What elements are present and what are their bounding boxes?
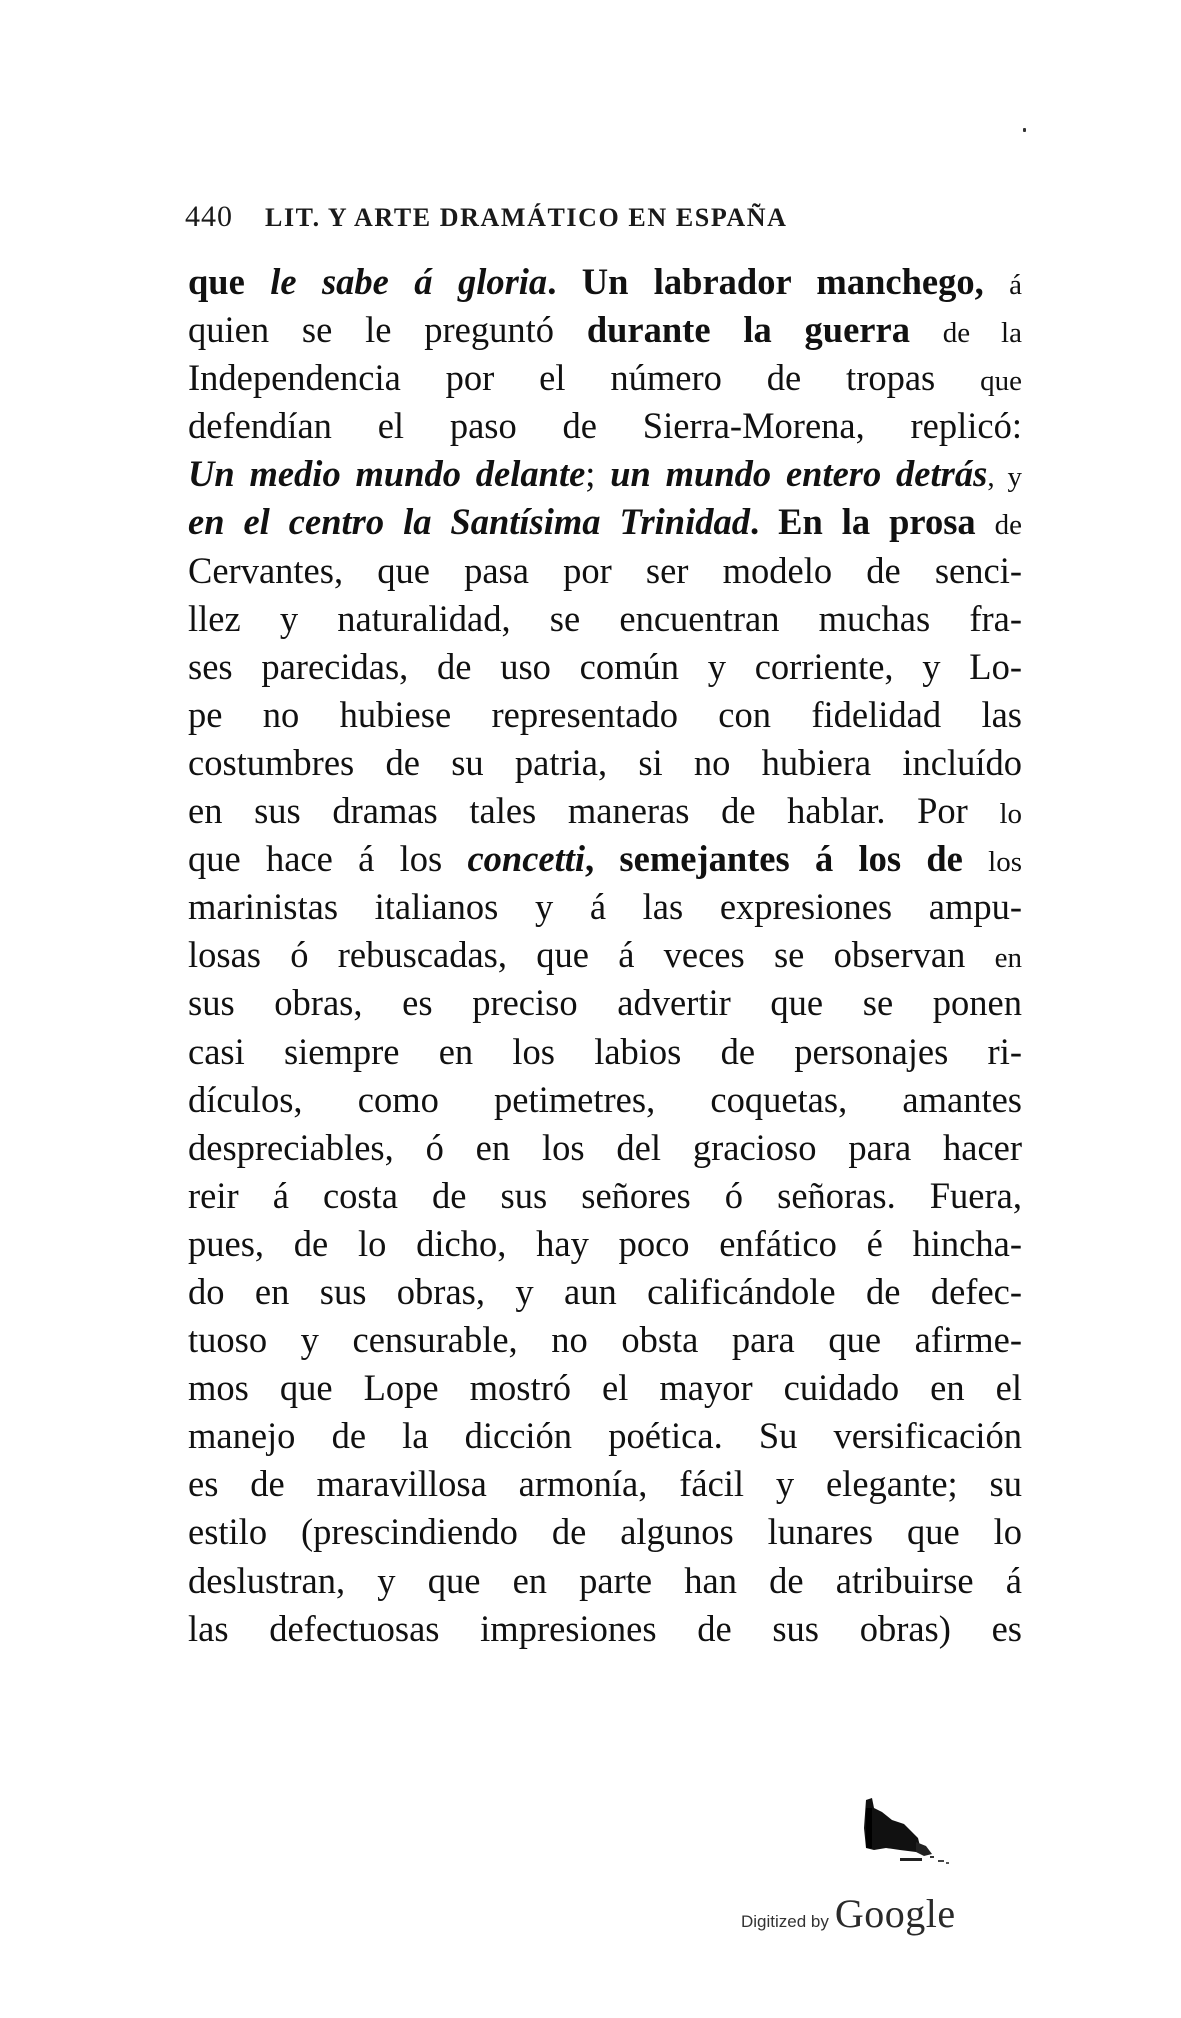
- text-segment: estilo (prescindiendo de algunos lunares que lo: [188, 1511, 1022, 1553]
- text-segment: reir á costa de sus señores ó señoras. Fuera,: [188, 1174, 1022, 1216]
- text-segment: es de maravillosa armonía, fácil y elegante; su: [188, 1463, 1022, 1505]
- text-line: [188, 402, 1022, 450]
- digitized-by-google: [741, 1890, 1001, 1940]
- text-line: [188, 1508, 1022, 1556]
- body-text: [188, 258, 1022, 1653]
- text-segment: le sabe á gloria: [270, 261, 548, 302]
- text-segment: Independencia por el número de tropas: [188, 357, 981, 399]
- text-line: [188, 498, 1022, 546]
- text-segment: en el centro la Santísima Trinidad: [188, 501, 751, 543]
- text-line: [188, 739, 1022, 787]
- running-title: LIT. Y ARTE DRAMÁTICO EN ESPAÑA: [265, 203, 788, 232]
- text-segment: quien se le preguntó: [188, 309, 587, 351]
- google-wordmark: Google: [834, 1891, 956, 1936]
- text-segment: de la: [942, 317, 1022, 350]
- running-head: [185, 200, 1005, 240]
- text-segment: do en sus obras, y aun calificándole de defec-: [188, 1270, 1022, 1312]
- text-segment: costumbres de su patria, si no hubiera incluído: [188, 741, 1022, 783]
- text-line: [188, 835, 1022, 883]
- text-line: [188, 883, 1022, 931]
- text-segment: pues, de lo dicho, hay poco enfático é hincha-: [188, 1222, 1022, 1264]
- text-segment: despreciables, ó en los del gracioso para hacer: [188, 1126, 1022, 1168]
- text-line: [188, 258, 1022, 306]
- text-line: [188, 1028, 1022, 1076]
- text-segment: casi siempre en los labios de personajes ri-: [188, 1030, 1022, 1072]
- text-segment: los: [988, 846, 1022, 879]
- text-line: [188, 1557, 1022, 1605]
- text-segment: que hace á los: [188, 838, 468, 880]
- text-segment: ;: [585, 453, 611, 495]
- page-number: 440: [185, 200, 233, 233]
- text-segment: de: [994, 509, 1022, 542]
- text-segment: Cervantes, que pasa por ser modelo de senci-: [188, 549, 1022, 591]
- text-line: [188, 306, 1022, 354]
- text-line: [188, 931, 1022, 979]
- text-segment: marinistas italianos y á las expresiones ampu-: [188, 886, 1022, 928]
- text-line: [188, 1412, 1022, 1460]
- text-segment: pe no hubiese representado con fidelidad las: [188, 693, 1022, 735]
- text-line: [188, 1076, 1022, 1124]
- text-segment: , y: [987, 461, 1022, 494]
- text-line: [188, 1220, 1022, 1268]
- text-segment: . En la prosa: [750, 501, 995, 543]
- text-segment: que: [188, 261, 271, 302]
- text-segment: dículos, como petimetres, coquetas, amantes: [188, 1078, 1022, 1120]
- text-line: [188, 1364, 1022, 1412]
- text-segment: en sus dramas tales maneras de hablar. Por: [188, 790, 1000, 832]
- text-segment: sus obras, es preciso advertir que se ponen: [188, 982, 1022, 1024]
- text-line: [188, 450, 1022, 498]
- text-line: [188, 1172, 1022, 1220]
- text-line: [188, 1268, 1022, 1316]
- ink-speck: [1023, 128, 1026, 132]
- text-line: [188, 643, 1022, 691]
- text-line: [188, 1124, 1022, 1172]
- text-line: [188, 354, 1022, 402]
- text-segment: concetti: [467, 838, 586, 880]
- digitized-by-label: Digitized by: [741, 1912, 829, 1931]
- text-line: [188, 691, 1022, 739]
- text-segment: defendían el paso de Sierra-Morena, replicó:: [188, 405, 1022, 447]
- text-segment: tuoso y censurable, no obsta para que afirme-: [188, 1319, 1022, 1361]
- text-segment: lo: [999, 798, 1022, 831]
- text-segment: , semejantes á los de: [585, 838, 989, 880]
- text-segment: durante la guerra: [586, 309, 943, 351]
- text-segment: mos que Lope mostró el mayor cuidado en el: [188, 1367, 1022, 1409]
- text-segment: que: [980, 365, 1022, 398]
- text-line: [188, 787, 1022, 835]
- text-line: [188, 979, 1022, 1027]
- text-line: [188, 1605, 1022, 1653]
- text-line: [188, 1316, 1022, 1364]
- text-segment: en: [994, 942, 1022, 975]
- text-segment: losas ó rebuscadas, que á veces se observan: [188, 934, 995, 976]
- text-segment: Un medio mundo delante: [188, 453, 586, 495]
- text-segment: un mundo entero detrás: [610, 453, 988, 495]
- text-line: [188, 1460, 1022, 1508]
- text-segment: . Un labrador manchego,: [547, 261, 1010, 302]
- text-line: [188, 547, 1022, 595]
- logo-graphic: [860, 1798, 956, 1870]
- text-segment: á: [1009, 269, 1022, 301]
- library-logo-icon: [860, 1798, 956, 1870]
- text-segment: las defectuosas impresiones de sus obras) es: [188, 1607, 1022, 1649]
- text-line: [188, 595, 1022, 643]
- text-segment: ses parecidas, de uso común y corriente, y Lo-: [188, 645, 1022, 687]
- text-segment: deslustran, y que en parte han de atribuirse á: [188, 1559, 1022, 1601]
- text-segment: manejo de la dicción poética. Su versificación: [188, 1415, 1022, 1457]
- text-segment: llez y naturalidad, se encuentran muchas fra-: [188, 597, 1022, 639]
